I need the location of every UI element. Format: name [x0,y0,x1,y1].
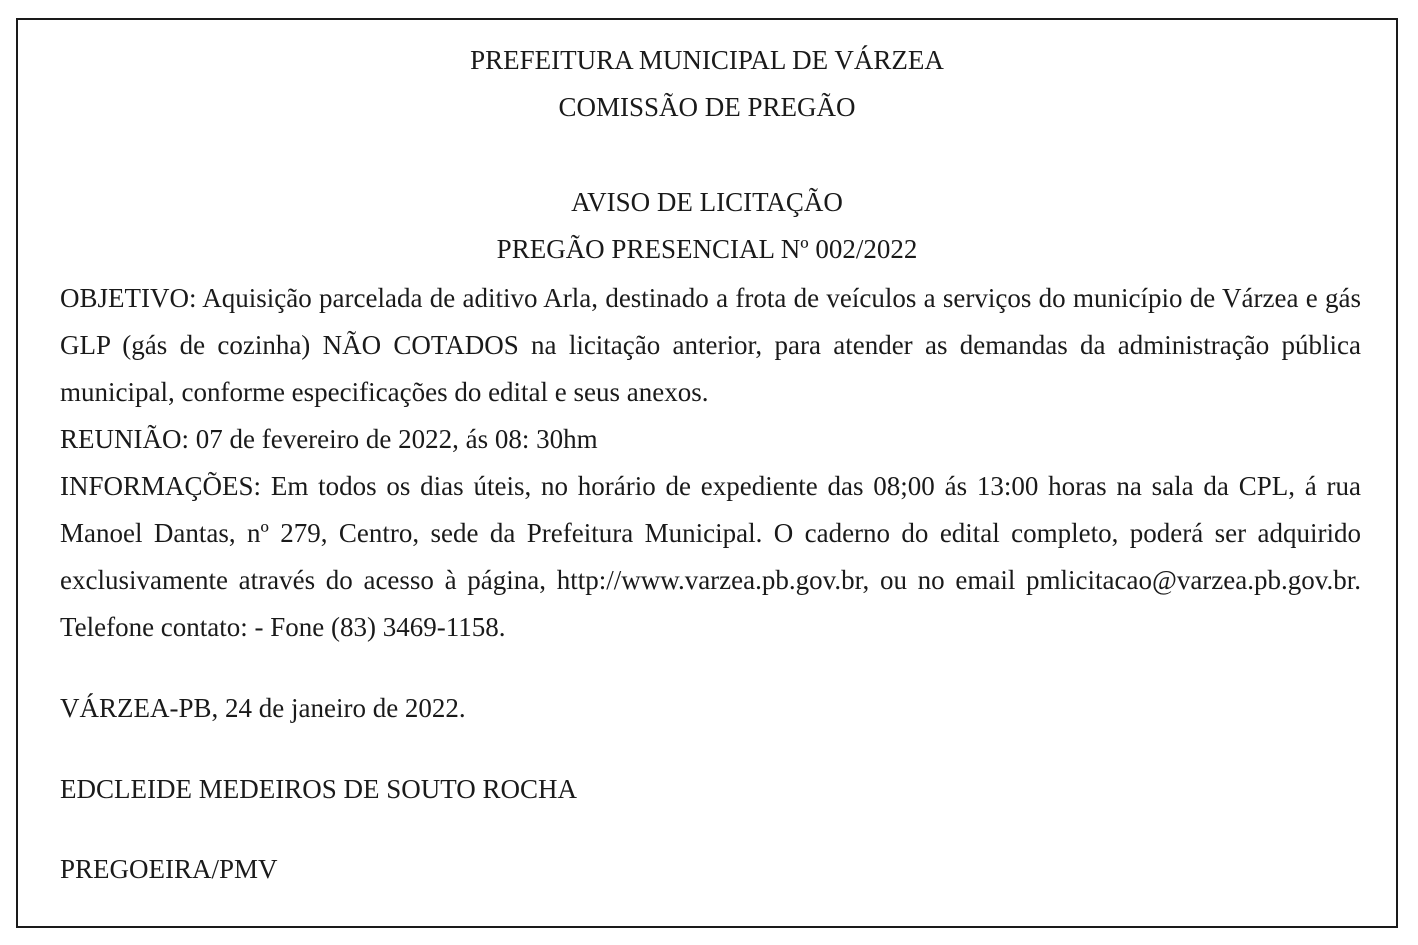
informacoes-paragraph: INFORMAÇÕES: Em todos os dias úteis, no horário de expediente das 08;00 ás 13:00 horas na sala da CPL, á rua Manoel Dantas, nº 279, Centro, sede da Prefeitura Municipal. O caderno do edital completo, poderá ser adquirido exclusivamente através do acesso à página, http://www.varzea.pb.gov.br, ou no email pmlicitacao@varzea.pb.gov.br. Telefone contato: - Fone (83) 3469-1158. [60,471,1361,642]
notice-frame [16,18,1398,928]
reuniao-line: REUNIÃO: 07 de fevereiro de 2022, ás 08: 30hm [60,424,598,454]
header-line-1: PREFEITURA MUNICIPAL DE VÁRZEA [470,45,944,75]
objetivo-paragraph: OBJETIVO: Aquisição parcelada de aditivo Arla, destinado a frota de veículos a serviços do município de Várzea e gás GLP (gás de cozinha) NÃO COTADOS na licitação anterior, para atender as demandas da administração pública municipal, conforme especificações do edital e seus anexos. [60,283,1361,407]
signatory-role: PREGOEIRA/PMV [60,854,278,884]
header-line-2: COMISSÃO DE PREGÃO [558,92,856,122]
signatory-name: EDCLEIDE MEDEIROS DE SOUTO ROCHA [60,774,577,804]
place-date: VÁRZEA-PB, 24 de janeiro de 2022. [60,693,466,723]
notice-title: AVISO DE LICITAÇÃO [571,187,843,217]
notice-subtitle: PREGÃO PRESENCIAL Nº 002/2022 [496,234,918,264]
